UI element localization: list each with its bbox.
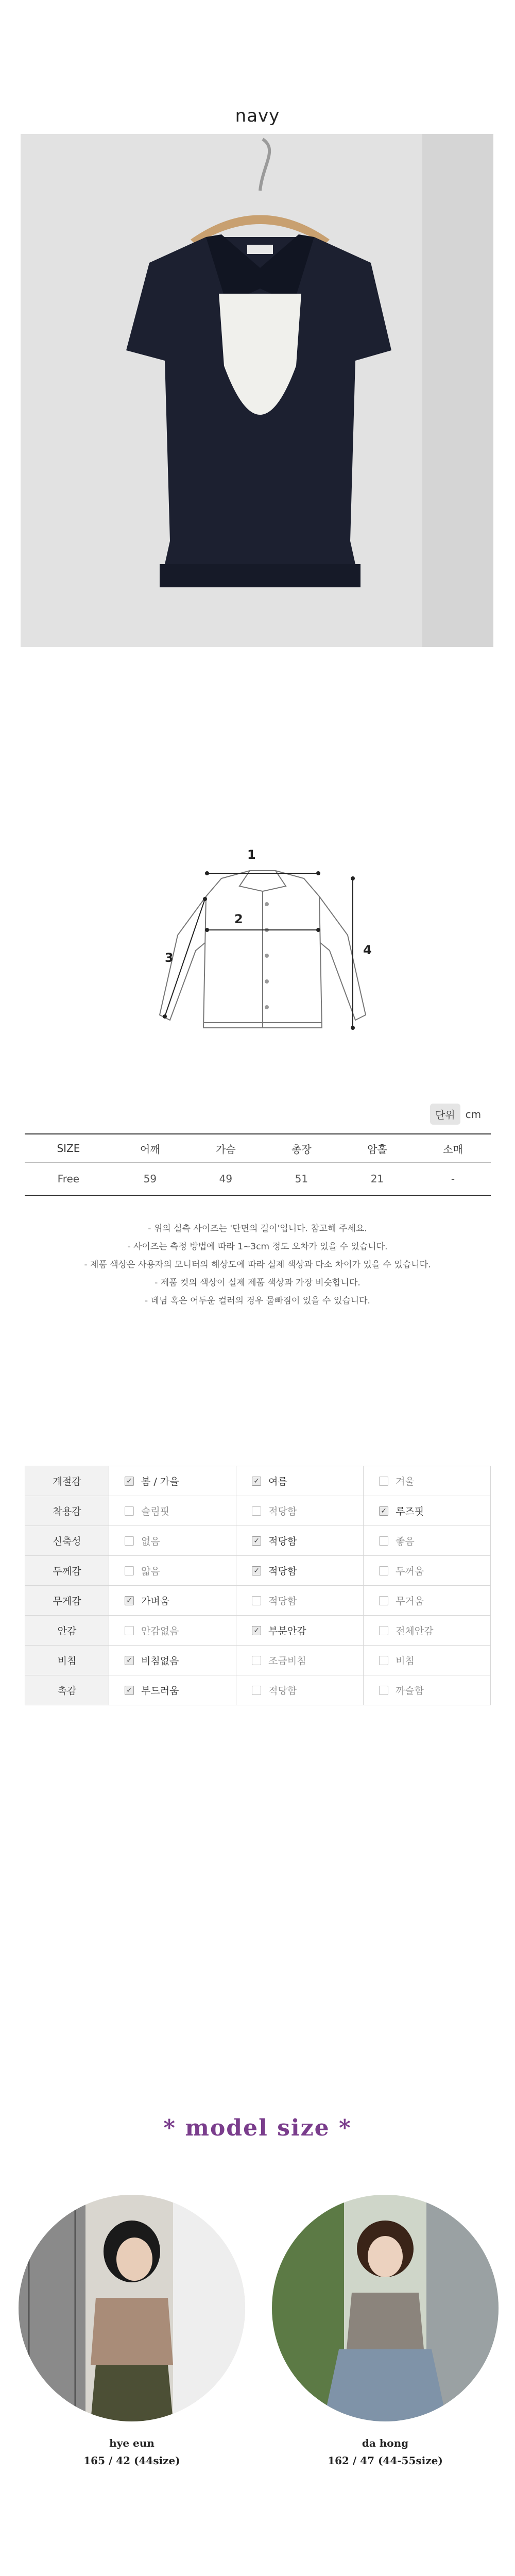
checkbox-empty-icon <box>125 1536 134 1546</box>
feature-option-label: 좋음 <box>396 1536 415 1547</box>
feature-option-label: 없음 <box>141 1536 160 1547</box>
feature-option <box>364 1496 491 1526</box>
checkbox-checked-icon: ✓ <box>252 1477 261 1486</box>
checkbox-checked-icon: ✓ <box>125 1477 134 1486</box>
feature-option <box>236 1556 364 1586</box>
feature-option-label: 비침없음 <box>141 1655 179 1667</box>
note-line: - 위의 실측 사이즈는 '단면의 길이'입니다. 참고해 주세요. <box>148 1224 367 1234</box>
size-cell: 51 <box>264 1163 339 1196</box>
feature-option-label: 까슬함 <box>396 1685 424 1697</box>
size-cell: 21 <box>339 1163 415 1196</box>
feature-option <box>109 1616 236 1646</box>
feature-option <box>109 1586 236 1616</box>
table-row <box>25 1526 491 1556</box>
feature-label: 비침 <box>25 1646 109 1675</box>
checkbox-empty-icon <box>379 1596 388 1605</box>
feature-option-label: 조금비침 <box>268 1655 306 1667</box>
size-cell: 49 <box>188 1163 264 1196</box>
table-row <box>25 1675 491 1705</box>
checkbox-empty-icon <box>379 1686 388 1695</box>
feature-option <box>236 1646 364 1675</box>
feature-option <box>109 1526 236 1556</box>
feature-option-label: 부드러움 <box>141 1685 179 1697</box>
model-photo-da-hong <box>272 2195 499 2421</box>
feature-option <box>236 1466 364 1496</box>
feature-option <box>364 1586 491 1616</box>
note-line: - 제품 컷의 색상이 실제 제품 색상과 가장 비슷합니다. <box>154 1278 360 1288</box>
table-row <box>25 1646 491 1675</box>
model-name: hye eun <box>109 2437 154 2449</box>
feature-option-label: 적당함 <box>268 1685 297 1697</box>
feature-option <box>109 1646 236 1675</box>
size-header-cell: 소매 <box>415 1134 491 1163</box>
feature-option <box>364 1675 491 1705</box>
feature-option-label: 슬림핏 <box>141 1506 170 1517</box>
size-cell: - <box>415 1163 491 1196</box>
feature-option-label: 안감없음 <box>141 1625 179 1637</box>
feature-option <box>364 1526 491 1556</box>
checkbox-empty-icon <box>125 1626 134 1635</box>
checkbox-empty-icon <box>252 1686 261 1695</box>
feature-option <box>109 1675 236 1705</box>
checkbox-checked-icon: ✓ <box>125 1596 134 1605</box>
feature-option <box>364 1466 491 1496</box>
feature-label: 무게감 <box>25 1586 109 1616</box>
feature-option <box>236 1586 364 1616</box>
model-photo-hye-eun <box>19 2195 245 2421</box>
feature-option-label: 봄 / 가을 <box>141 1476 179 1487</box>
feature-option-label: 적당함 <box>268 1596 297 1607</box>
feature-option-label: 비침 <box>396 1655 415 1667</box>
checkbox-checked-icon: ✓ <box>125 1656 134 1665</box>
feature-label: 계절감 <box>25 1466 109 1496</box>
feature-option-label: 가벼움 <box>141 1596 170 1607</box>
measurement-diagram <box>149 848 376 1054</box>
table-row <box>25 1556 491 1586</box>
diagram-label-length: 4 <box>363 943 372 957</box>
size-header-cell: 어깨 <box>112 1134 188 1163</box>
note-line: - 데님 혹은 어두운 컬러의 경우 물빠짐이 있을 수 있습니다. <box>145 1296 370 1306</box>
checkbox-checked-icon: ✓ <box>125 1686 134 1695</box>
checkbox-empty-icon <box>125 1506 134 1516</box>
checkbox-empty-icon <box>379 1656 388 1665</box>
feature-label: 안감 <box>25 1616 109 1646</box>
table-row <box>25 1616 491 1646</box>
feature-label: 착용감 <box>25 1496 109 1526</box>
feature-option <box>236 1496 364 1526</box>
feature-option-label: 부분안감 <box>268 1625 306 1637</box>
table-row <box>25 1496 491 1526</box>
size-header-cell: 총장 <box>264 1134 339 1163</box>
checkbox-checked-icon: ✓ <box>252 1566 261 1575</box>
checkbox-checked-icon: ✓ <box>252 1626 261 1635</box>
checkbox-empty-icon <box>379 1566 388 1575</box>
checkbox-empty-icon <box>379 1536 388 1546</box>
checkbox-empty-icon <box>252 1596 261 1605</box>
color-label: navy <box>235 106 280 126</box>
checkbox-empty-icon <box>252 1656 261 1665</box>
feature-option <box>109 1556 236 1586</box>
feature-option <box>236 1526 364 1556</box>
feature-option-label: 적당함 <box>268 1566 297 1577</box>
feature-label: 촉감 <box>25 1675 109 1705</box>
feature-label: 신축성 <box>25 1526 109 1556</box>
note-line: - 사이즈는 측정 방법에 따라 1~3cm 정도 오차가 있을 수 있습니다. <box>127 1242 388 1252</box>
checkbox-empty-icon <box>252 1506 261 1516</box>
table-row <box>25 1466 491 1496</box>
size-header-cell: 암홀 <box>339 1134 415 1163</box>
size-notes <box>0 1220 515 1310</box>
checkbox-empty-icon <box>125 1566 134 1575</box>
feature-option-label: 적당함 <box>268 1506 297 1517</box>
feature-option-label: 겨울 <box>396 1476 415 1487</box>
feature-option-label: 무거움 <box>396 1596 424 1607</box>
model-name: da hong <box>362 2437 409 2449</box>
product-photo-art <box>21 134 493 647</box>
size-cell: 59 <box>112 1163 188 1196</box>
table-row <box>25 1163 491 1196</box>
feature-option-label: 여름 <box>268 1476 287 1487</box>
unit-value: cm <box>465 1108 482 1121</box>
feature-grid <box>25 1466 491 1705</box>
feature-option-label: 얇음 <box>141 1566 160 1577</box>
note-line: - 제품 색상은 사용자의 모니터의 해상도에 따라 실제 색상과 다소 차이가 있을 수 있습니다. <box>84 1260 431 1270</box>
checkbox-checked-icon: ✓ <box>252 1536 261 1546</box>
size-cell: Free <box>25 1163 112 1196</box>
feature-label: 두께감 <box>25 1556 109 1586</box>
size-header-cell: 가슴 <box>188 1134 264 1163</box>
feature-option-label: 루즈핏 <box>396 1506 424 1517</box>
size-table-header <box>25 1134 491 1163</box>
feature-option-label: 적당함 <box>268 1536 297 1547</box>
size-header-cell: SIZE <box>25 1134 112 1163</box>
feature-option <box>236 1675 364 1705</box>
product-photo <box>21 134 493 647</box>
feature-option <box>109 1466 236 1496</box>
diagram-label-shoulder: 1 <box>247 848 256 862</box>
feature-option <box>109 1496 236 1526</box>
model-stats: 162 / 47 (44-55size) <box>328 2454 443 2467</box>
feature-option <box>364 1616 491 1646</box>
feature-option <box>364 1556 491 1586</box>
diagram-label-sleeve: 3 <box>165 951 174 965</box>
diagram-label-chest: 2 <box>234 912 243 926</box>
checkbox-empty-icon <box>379 1626 388 1635</box>
table-row <box>25 1586 491 1616</box>
unit-toggle <box>430 1104 481 1125</box>
checkbox-checked-icon: ✓ <box>379 1506 388 1516</box>
feature-option <box>364 1646 491 1675</box>
model-size-title: * model size * <box>163 2115 352 2141</box>
feature-option-label: 전체안감 <box>396 1625 434 1637</box>
feature-option-label: 두꺼움 <box>396 1566 424 1577</box>
size-table <box>25 1133 491 1196</box>
checkbox-empty-icon <box>379 1477 388 1486</box>
model-stats: 165 / 42 (44size) <box>83 2454 180 2467</box>
shirt-outline <box>149 848 376 1054</box>
unit-label: 단위 <box>430 1104 460 1125</box>
feature-option <box>236 1616 364 1646</box>
